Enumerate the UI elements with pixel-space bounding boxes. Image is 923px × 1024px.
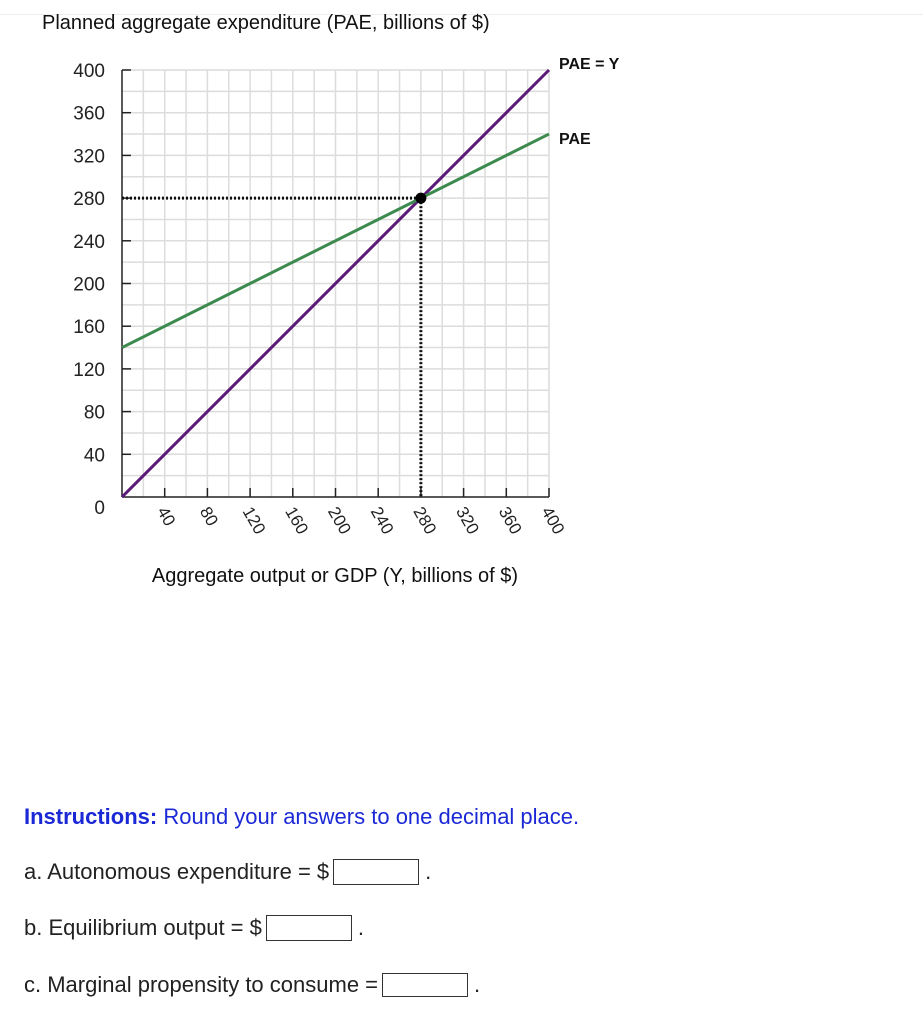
question-b-suffix: . — [357, 915, 364, 940]
y-tick-label: 320 — [73, 146, 105, 168]
x-tick-label: 320 — [452, 503, 483, 538]
equilibrium-point — [415, 193, 426, 204]
x-tick-label: 360 — [494, 503, 526, 538]
y-tick-label: 400 — [73, 61, 105, 82]
instructions-label: Instructions: — [24, 804, 158, 829]
series-label: PAE — [559, 131, 591, 149]
x-axis-title: Aggregate output or GDP (Y, billions of $) — [151, 565, 519, 587]
x-tick-label: 120 — [238, 503, 270, 538]
y-tick-label: 160 — [73, 317, 105, 339]
x-tick-label: 80 — [195, 503, 222, 530]
y-tick-label: 360 — [73, 103, 105, 125]
x-tick-label: 200 — [324, 503, 355, 538]
x-tick-label: 40 — [153, 503, 180, 530]
y-tick-label: 40 — [83, 445, 105, 467]
x-tick-label: 160 — [281, 503, 312, 538]
question-a-label: a. Autonomous expenditure = $ — [24, 859, 330, 884]
autonomous-expenditure-input[interactable] — [333, 859, 419, 885]
x-tick-label: 240 — [366, 503, 398, 538]
question-c — [24, 972, 480, 998]
question-c-suffix: . — [474, 972, 481, 997]
y-tick-label: 120 — [73, 359, 105, 381]
labels — [73, 56, 619, 587]
y-tick-label: 0 — [94, 498, 105, 519]
question-c-label: c. Marginal propensity to consume = — [24, 972, 379, 997]
instructions — [24, 804, 579, 830]
question-a-suffix: . — [425, 859, 432, 884]
x-tick-label: 280 — [409, 503, 441, 538]
chart-title: Planned aggregate expenditure (PAE, billions of $) — [42, 12, 490, 34]
y-tick-label: 240 — [73, 231, 105, 253]
y-tick-label: 80 — [83, 402, 105, 424]
x-tick-label: 400 — [537, 503, 569, 538]
mpc-input[interactable] — [382, 973, 468, 997]
y-tick-label: 280 — [73, 189, 105, 211]
instructions-text: Round your answers to one decimal place. — [157, 804, 580, 829]
question-b — [24, 915, 364, 941]
series-label: PAE = Y — [559, 56, 620, 73]
question-b-label: b. Equilibrium output = $ — [24, 915, 262, 940]
equilibrium-output-input[interactable] — [266, 915, 352, 941]
y-tick-label: 200 — [73, 274, 105, 296]
question-a — [24, 859, 431, 885]
